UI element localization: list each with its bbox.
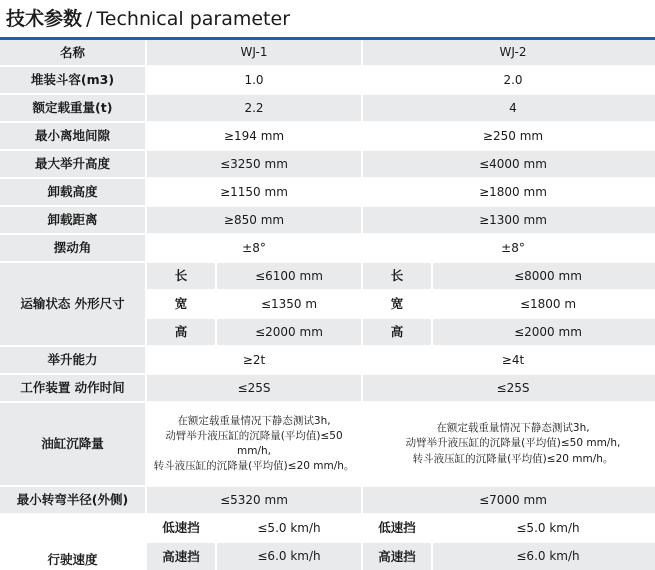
row-value-1: ≥194 mm bbox=[147, 123, 361, 149]
speed-key: 低速挡 bbox=[363, 515, 431, 541]
speed-value-2: ≤6.0 km/h bbox=[433, 543, 655, 570]
work-value-2: ≤25S bbox=[363, 375, 655, 401]
speed-key: 高速挡 bbox=[363, 543, 431, 570]
row-value-2: ±8° bbox=[363, 235, 655, 261]
transport-value-2: ≤1800 m bbox=[433, 291, 655, 317]
spec-table bbox=[0, 40, 655, 570]
speed-value-1: ≤5.0 km/h bbox=[217, 515, 361, 541]
cylinder-note-line: 在额定载重量情况下静态测试3h, bbox=[436, 422, 590, 435]
row-label: 卸载高度 bbox=[0, 179, 145, 205]
row-value-2: ≥1800 mm bbox=[363, 179, 655, 205]
turn-label: 最小转弯半径(外侧) bbox=[0, 487, 145, 513]
row-value-1: ≥850 mm bbox=[147, 207, 361, 233]
row-label: 最大举升高度 bbox=[0, 151, 145, 177]
row-value-2: ≥1300 mm bbox=[363, 207, 655, 233]
row-value-1: ≥1150 mm bbox=[147, 179, 361, 205]
lift-label: 举升能力 bbox=[0, 347, 145, 373]
row-label: 额定载重量(t) bbox=[0, 95, 145, 121]
work-label: 工作装置 动作时间 bbox=[0, 375, 145, 401]
title-cn: 技术参数 bbox=[6, 8, 83, 30]
header-model-2: WJ-2 bbox=[363, 40, 655, 65]
row-label: 堆装斗容(m3) bbox=[0, 67, 145, 93]
transport-value-2: ≤8000 mm bbox=[433, 263, 655, 289]
speed-label: 行驶速度 bbox=[0, 515, 145, 570]
row-value-1: 1.0 bbox=[147, 67, 361, 93]
turn-value-1: ≤5320 mm bbox=[147, 487, 361, 513]
turn-value-2: ≤7000 mm bbox=[363, 487, 655, 513]
transport-value-1: ≤2000 mm bbox=[217, 319, 361, 345]
row-value-1: 2.2 bbox=[147, 95, 361, 121]
page-title bbox=[6, 4, 290, 34]
transport-key: 宽 bbox=[363, 291, 431, 317]
cylinder-note-line: 转斗液压缸的沉降量(平均值)≤20 mm/h。 bbox=[153, 460, 355, 473]
header-model-1: WJ-1 bbox=[147, 40, 361, 65]
transport-value-1: ≤1350 m bbox=[217, 291, 361, 317]
lift-value-2: ≥4t bbox=[363, 347, 655, 373]
cylinder-note-1 bbox=[147, 403, 361, 485]
transport-value-1: ≤6100 mm bbox=[217, 263, 361, 289]
cylinder-note-line: 动臂举升液压缸的沉降量(平均值)≤50 mm/h, bbox=[405, 437, 621, 450]
cylinder-note-line: 转斗液压缸的沉降量(平均值)≤20 mm/h。 bbox=[412, 452, 614, 465]
lift-value-1: ≥2t bbox=[147, 347, 361, 373]
row-label: 最小离地间隙 bbox=[0, 123, 145, 149]
cylinder-note-line: 在额定载重量情况下静态测试3h, bbox=[177, 414, 331, 427]
title-separator: / bbox=[86, 8, 93, 30]
cylinder-label: 油缸沉降量 bbox=[0, 403, 145, 485]
speed-value-1: ≤6.0 km/h bbox=[217, 543, 361, 570]
row-value-2: 4 bbox=[363, 95, 655, 121]
transport-key: 长 bbox=[363, 263, 431, 289]
cylinder-note-2 bbox=[363, 403, 655, 485]
row-value-2: ≤4000 mm bbox=[363, 151, 655, 177]
title-en: Technical parameter bbox=[96, 8, 291, 30]
transport-key: 宽 bbox=[147, 291, 215, 317]
row-label: 摆动角 bbox=[0, 235, 145, 261]
row-label: 卸载距离 bbox=[0, 207, 145, 233]
row-value-2: ≥250 mm bbox=[363, 123, 655, 149]
speed-key: 低速挡 bbox=[147, 515, 215, 541]
header-name: 名称 bbox=[0, 40, 145, 65]
transport-key: 高 bbox=[363, 319, 431, 345]
speed-key: 高速挡 bbox=[147, 543, 215, 570]
cylinder-note-line: 动臂举升液压缸的沉降量(平均值)≤50 mm/h, bbox=[165, 429, 343, 457]
transport-label: 运输状态 外形尺寸 bbox=[0, 263, 145, 345]
transport-key: 长 bbox=[147, 263, 215, 289]
speed-value-2: ≤5.0 km/h bbox=[433, 515, 655, 541]
transport-value-2: ≤2000 mm bbox=[433, 319, 655, 345]
row-value-1: ≤3250 mm bbox=[147, 151, 361, 177]
work-value-1: ≤25S bbox=[147, 375, 361, 401]
row-value-1: ±8° bbox=[147, 235, 361, 261]
transport-key: 高 bbox=[147, 319, 215, 345]
row-value-2: 2.0 bbox=[363, 67, 655, 93]
